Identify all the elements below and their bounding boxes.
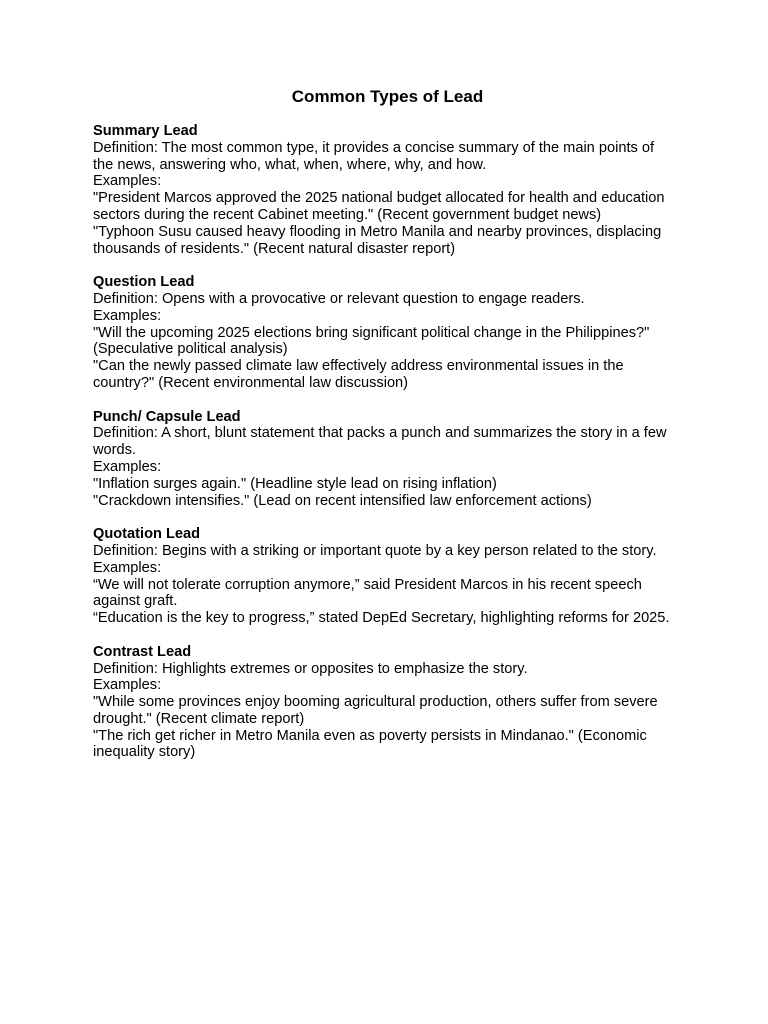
example-item: "While some provinces enjoy booming agricultural production, others suffer from severe drought." (Recent climate report) <box>93 694 658 727</box>
section-heading: Contrast Lead <box>93 643 192 660</box>
example-item: "Typhoon Susu caused heavy flooding in Metro Manila and nearby provinces, displacing thousands of residents." (Recent natural disaster report) <box>93 223 662 257</box>
examples-label: Examples: <box>93 559 162 576</box>
example-item: “Education is the key to progress,” stated DepEd Secretary, highlighting reforms for 2025. <box>93 610 670 627</box>
examples-label: Examples: <box>93 307 162 324</box>
section-definition: Definition: Opens with a provocative or relevant question to engage readers. <box>93 290 585 307</box>
section-heading: Quotation Lead <box>93 526 201 543</box>
section-definition: Definition: Begins with a striking or important quote by a key person related to the story. <box>93 542 657 559</box>
section-definition: Definition: Highlights extremes or opposites to emphasize the story. <box>93 660 528 677</box>
section-contrast-lead <box>93 644 676 762</box>
section-heading: Punch/ Capsule Lead <box>93 408 241 425</box>
example-item: "Inflation surges again." (Headline style lead on rising inflation) <box>93 475 497 492</box>
section-question-lead <box>93 274 676 392</box>
examples-label: Examples: <box>93 458 162 475</box>
examples-label: Examples: <box>93 173 162 190</box>
example-item: "Can the newly passed climate law effectively address environmental issues in the country?" (Recent environmental law discussion) <box>93 358 624 391</box>
section-heading: Question Lead <box>93 274 195 291</box>
example-item: "President Marcos approved the 2025 national budget allocated for health and education sectors during the recent Cabinet meeting." (Recent government budget news) <box>93 190 665 223</box>
section-heading: Summary Lead <box>93 123 198 139</box>
section-punch-capsule-lead <box>93 409 676 510</box>
section-definition: Definition: The most common type, it provides a concise summary of the main points of the news, answering who, what, when, where, why, and how. <box>93 139 655 173</box>
example-item: "Will the upcoming 2025 elections bring significant political change in the Philippines?" (Speculative political analysis) <box>93 324 650 358</box>
document-title: Common Types of Lead <box>291 87 484 106</box>
example-item: "Crackdown intensifies." (Lead on recent intensified law enforcement actions) <box>93 492 592 509</box>
section-definition: Definition: A short, blunt statement that packs a punch and summarizes the story in a few words. <box>93 425 667 459</box>
examples-label: Examples: <box>93 677 162 694</box>
section-summary-lead <box>93 123 676 257</box>
example-item: “We will not tolerate corruption anymore,” said President Marcos in his recent speech against graft. <box>93 576 642 610</box>
example-item: "The rich get richer in Metro Manila even as poverty persists in Mindanao." (Economic inequality story) <box>93 727 647 761</box>
section-quotation-lead <box>93 526 676 627</box>
